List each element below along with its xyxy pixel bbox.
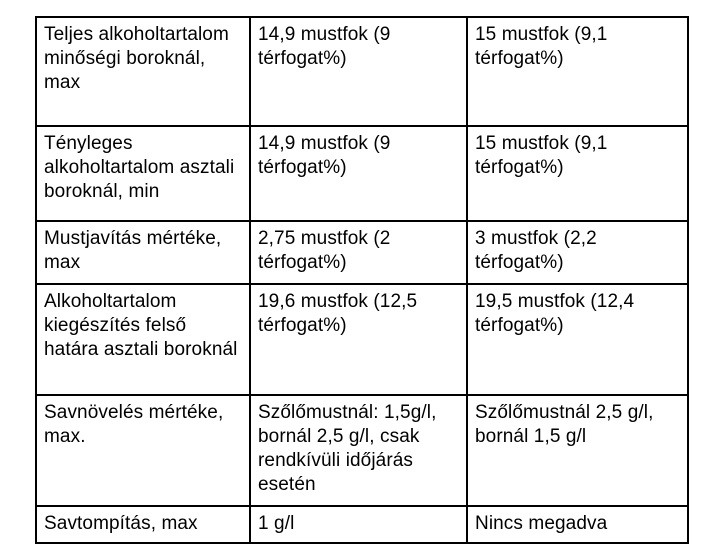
table-row: [36, 126, 688, 221]
row-value-col2: Nincs megadva: [467, 506, 688, 543]
row-label: Savnövelés mértéke, max.: [36, 395, 250, 506]
row-label: Mustjavítás mértéke, max: [36, 221, 250, 284]
row-value-col2: 15 mustfok (9,1 térfogat%): [467, 17, 688, 126]
row-value-col2: 3 mustfok (2,2 térfogat%): [467, 221, 688, 284]
table-row: [36, 221, 688, 284]
row-label: Alkoholtartalom kiegészítés felső határa asztali boroknál: [36, 284, 250, 395]
regulation-table: [35, 16, 689, 544]
row-value-col2: 15 mustfok (9,1 térfogat%): [467, 126, 688, 221]
row-label: Savtompítás, max: [36, 506, 250, 543]
table-row: [36, 284, 688, 395]
row-value-col1: 2,75 mustfok (2 térfogat%): [250, 221, 467, 284]
row-value-col2: 19,5 mustfok (12,4 térfogat%): [467, 284, 688, 395]
table-row: [36, 17, 688, 126]
row-value-col1: 19,6 mustfok (12,5 térfogat%): [250, 284, 467, 395]
row-value-col1: 14,9 mustfok (9 térfogat%): [250, 17, 467, 126]
row-value-col1: Szőlőmustnál: 1,5g/l, bornál 2,5 g/l, csak rendkívüli időjárás esetén: [250, 395, 467, 506]
row-label: Teljes alkoholtartalom minőségi boroknál, max: [36, 17, 250, 126]
row-label: Tényleges alkoholtartalom asztali boroknál, min: [36, 126, 250, 221]
table-row: [36, 395, 688, 506]
row-value-col2: Szőlőmustnál 2,5 g/l, bornál 1,5 g/l: [467, 395, 688, 506]
row-value-col1: 14,9 mustfok (9 térfogat%): [250, 126, 467, 221]
row-value-col1: 1 g/l: [250, 506, 467, 543]
table-row: [36, 506, 688, 543]
